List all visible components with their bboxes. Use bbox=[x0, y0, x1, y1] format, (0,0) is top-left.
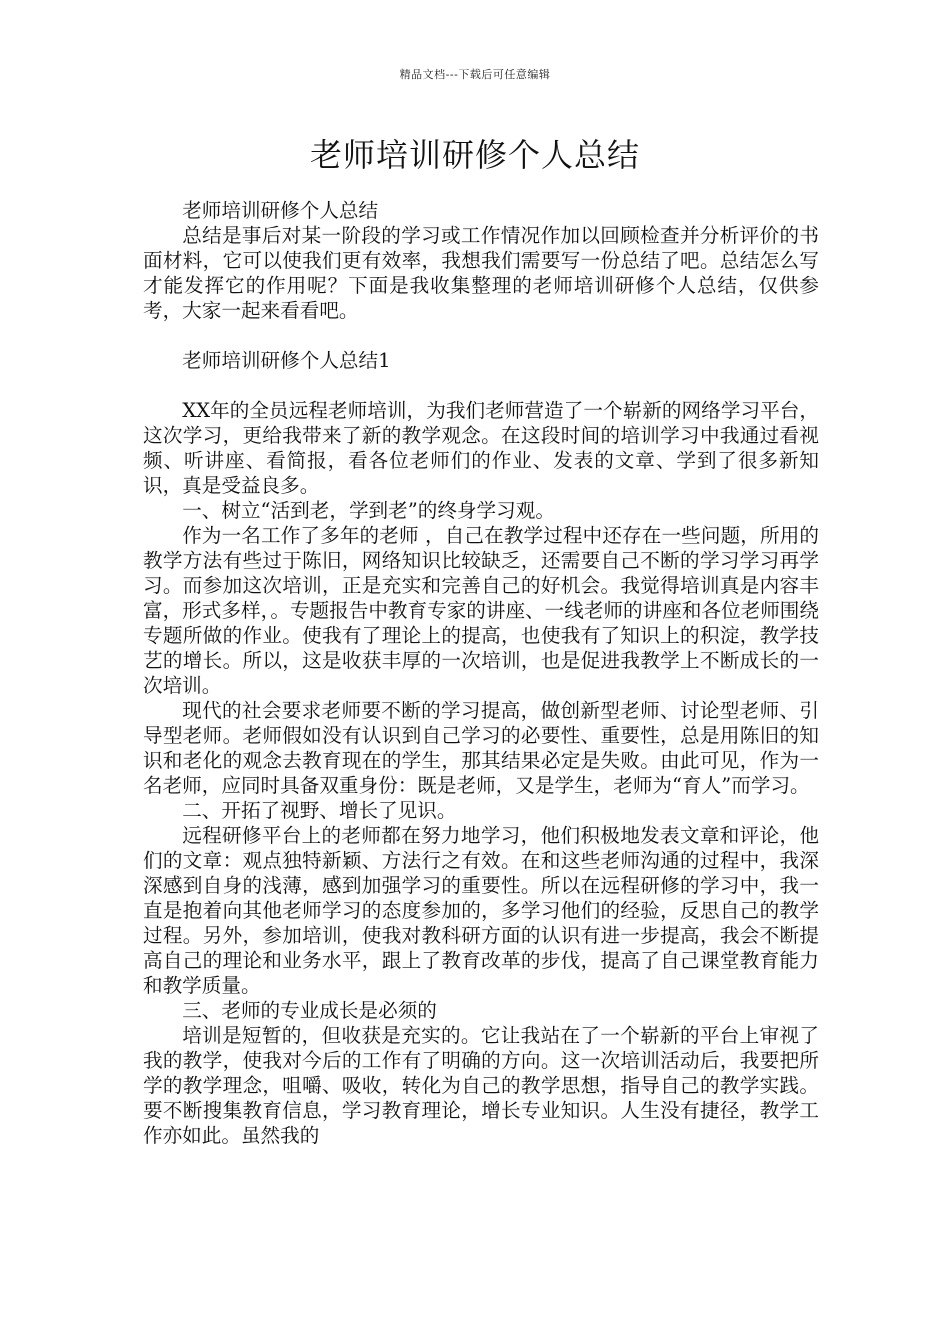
paragraph-body: 远程研修平台上的老师都在努力地学习，他们积极地发表文章和评论，他们的文章：观点独特新颖、方法行之有效。在和这些老师沟通的过程中，我深深感到自身的浅薄，感到加强学习的重要性。所以在远程研修的学习中，我一直是抱着向其他老师学习的态度参加的，多学习他们的经验，反思自己的教学过程。另外，参加培训，使我对教科研方面的认识有进一步提高，我会不断提高自己的理论和业务水平，跟上了教育改革的步伐，提高了自己课堂教育能力和教学质量。 bbox=[143, 824, 819, 997]
paragraph-body: 培训是短暂的，但收获是充实的。它让我站在了一个崭新的平台上审视了我的教学，使我对今后的工作有了明确的方向。这一次培训活动后，我要把所学的教学理念，咀嚼、吸收，转化为自己的教学思想，指导自己的教学实践。要不断搜集教育信息，学习教育理论，增长专业知识。人生没有捷径，教学工作亦如此。虽然我的 bbox=[143, 1024, 819, 1147]
document-body bbox=[143, 198, 819, 1148]
section-heading-professional-growth: 三、老师的专业成长是必须的 bbox=[182, 999, 437, 1022]
paragraph-body: 作为一名工作了多年的老师 ，自己在教学过程中还存在一些问题，所用的教学方法有些过于陈旧，网络知识比较缺乏，还需要自己不断的学习学习再学习。而参加这次培训，正是充实和完善自己的好机会。我觉得培训真是内容丰富，形式多样，。专题报告中教育专家的讲座、一线老师的讲座和各位老师围绕专题所做的作业。使我有了理论上的提高，也使我有了知识上的积淀，教学技艺的增长。所以，这是收获丰厚的一次培训，也是促进我教学上不断成长的一次培训。 bbox=[143, 524, 819, 697]
paragraph-body: 现代的社会要求老师要不断的学习提高，做创新型老师、讨论型老师、引导型老师。老师假如没有认识到自己学习的必要性、重要性，总是用陈旧的知识和老化的观念去教育现在的学生，那其结果必定是失败。由此可见，作为一名老师，应同时具备双重身份：既是老师，又是学生，老师为“育人”而学习。 bbox=[143, 699, 819, 797]
section-heading-broaden-horizons: 二、开拓了视野、增长了见识。 bbox=[182, 799, 457, 822]
paragraph-body: XX年的全员远程老师培训，为我们老师营造了一个崭新的网络学习平台，这次学习，更给我带来了新的教学观念。在这段时间的培训学习中我通过看视频、听讲座、看简报，看各位老师们的作业、发表的文章、学到了很多新知识，真是受益良多。 bbox=[143, 399, 819, 497]
section-heading-summary-1: 老师培训研修个人总结1 bbox=[182, 349, 391, 372]
page-header-note: 精品文档---下载后可任意编辑 bbox=[399, 68, 551, 81]
paragraph-intro: 总结是事后对某一阶段的学习或工作情况作加以回顾检查并分析评价的书面材料，它可以使我们更有效率，我想我们需要写一份总结了吧。总结怎么写才能发挥它的作用呢？下面是我收集整理的老师培训研修个人总结，仅供参考，大家一起来看看吧。 bbox=[143, 224, 819, 322]
section-heading-lifelong-learning: 一、树立“活到老，学到老”的终身学习观。 bbox=[182, 499, 555, 522]
paragraph-subtitle: 老师培训研修个人总结 bbox=[182, 199, 379, 222]
document-title: 老师培训研修个人总结 bbox=[309, 136, 640, 174]
